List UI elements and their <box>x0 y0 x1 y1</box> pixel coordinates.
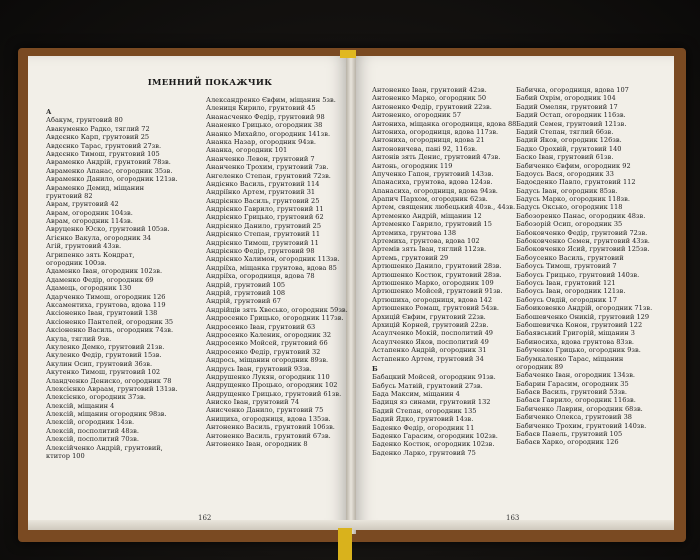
index-entry: Антоновичева, пані 92, 116зв. <box>372 144 478 153</box>
index-entry: Агієнко Вакула, огородник 34 <box>46 233 151 242</box>
index-entry: Андросенко Каленик, огородник 32 <box>206 330 332 339</box>
index-entry: Аврам, огородник 114зв. <box>46 217 133 226</box>
index-entry: Аксіоненко Пантелей, огородник 35 <box>46 317 174 326</box>
index-entry: Бабоковченко Ясий, грунтовий 125зв. <box>516 245 650 254</box>
index-entry: Апанасиха, грунтова, вдова 124зв. <box>372 178 493 187</box>
index-entry: Аксіоненко Василь, огородник 74зв. <box>46 326 174 335</box>
index-entry: Андрієнко Халимон, огородник 113зв. <box>206 255 340 264</box>
bookmark-ribbon <box>338 528 352 560</box>
index-entry: Баско Іван, грунтовий 61зв. <box>516 153 614 162</box>
index-entry: Бадоусь Вася, огородник 33 <box>516 169 614 178</box>
index-entry: Андрущенко Процько, огородник 102 <box>206 381 338 390</box>
index-entry: Андрусь Іван, грунтовий 93зв. <box>206 364 312 373</box>
index-entry: Астапенко Андрій, огородник 31 <box>372 346 487 355</box>
index-entry: Бадиця яз синами, грунтовий 132 <box>372 398 491 407</box>
index-entry: Артемь, грунтовий 29 <box>372 253 449 262</box>
index-entry: Агій, грунтовий 43зв. <box>46 242 122 251</box>
index-entry: Бабусь Матвій, грунтовий 27зв. <box>372 381 483 390</box>
index-entry: Адарченко Тимош, огородник 126 <box>46 292 166 301</box>
index-entry: Астапенко Артем, грунтовий 34 <box>372 354 484 363</box>
index-letter-heading: А <box>46 108 52 116</box>
index-entry: Бабиносиха, вдова грунтова 83зв. <box>516 337 635 346</box>
index-entry: Андросенко Грицько, огородник 117зв. <box>206 314 344 323</box>
index-entry: Бадий Яков, огородник 126зв. <box>516 136 622 145</box>
left-column-2 <box>206 96 348 448</box>
index-letter-heading: Б <box>372 364 378 373</box>
index-entry: Бабиченко Лаврин, огородник 68зв. <box>516 404 643 413</box>
index-entry: Андрієнко Грицько, грунтовий 62 <box>206 213 324 222</box>
index-entry: Ангеленко Степан, грунтовий 72зв. <box>206 171 331 180</box>
index-entry: Бабозоренко Панас, огородник 48зв. <box>516 211 646 220</box>
index-entry: Андрось, міщанин огородник 89зв. <box>206 356 329 365</box>
index-entry: Антоненко Василь, грунтовий 106зв. <box>206 423 335 432</box>
index-entry: Бабозорій Осип, огородник 35 <box>516 220 623 229</box>
index-entry: Артемиха, грунтова, вдова 102 <box>372 237 480 246</box>
left-page-number: 162 <box>198 514 212 522</box>
index-entry: Антониха, огородниця, вдова 117зв. <box>372 127 499 136</box>
index-entry: Андрущенко Грицько, грунтовий 61зв. <box>206 389 342 398</box>
index-entry: Адаменко Іван, огородник 102зв. <box>46 267 163 276</box>
index-entry: Артеменко Гаврило, грунтовий 15 <box>372 220 492 229</box>
index-entry: Бада Максим, міщанин 4 <box>372 390 460 399</box>
right-column-1 <box>372 86 516 457</box>
index-entry: Алексій, посполитий 48зв. <box>46 426 139 435</box>
index-entry: Бабаченко Іван, огородник 134зв. <box>516 371 635 380</box>
index-entry: грунтовий 82 <box>46 191 93 200</box>
index-entry: Артюшенко Костюк, грунтовий 28зв. <box>372 270 502 279</box>
index-entry: Ананасченко Федір, грунтовий 98 <box>206 112 325 121</box>
index-entry: Баденко Ларко, грунтовий 75 <box>372 448 476 457</box>
index-entry: Андрієнко Тимош, грунтовий 11 <box>206 238 319 247</box>
index-entry: Алексій, огородник 14зв. <box>46 418 135 427</box>
index-entry: Аврам, огородник 104зв. <box>46 208 133 217</box>
index-entry: Бабаявський Григорій, міщанин 3 <box>516 329 635 338</box>
index-entry: Бабацкий Мойсей, огородник 91зв. <box>372 373 496 382</box>
index-entry: Асаулченко Мокій, посполитий 49 <box>372 329 493 338</box>
index-entry: Артюшенко Мойсей, грунтовий 91зв. <box>372 287 503 296</box>
index-entry: Андросенко Мойсей, грунтовий 66 <box>206 339 328 348</box>
index-entry: Бадоєденко Павло, грунтовий 112 <box>516 178 636 187</box>
index-entry: Баденко Гарасим, огородник 102зв. <box>372 432 498 441</box>
index-entry: Андрієнко Василь, грунтовий 25 <box>206 196 320 205</box>
index-entry: Бадусь Оксько, огородник 118 <box>516 203 623 212</box>
index-entry: Аврам, грунтовий 42 <box>46 200 119 209</box>
index-entry: Баденко Костюк, огородник 102зв. <box>372 440 495 449</box>
index-entry: Антоненко Марко, огородник 50 <box>372 94 487 103</box>
index-entry: Алексій, міщанин 4 <box>46 401 115 410</box>
index-entry: Алексійченко Андрій, грунтовий, <box>46 443 163 452</box>
index-entry: Антоненко Іван, огородник 8 <box>206 440 308 449</box>
index-entry: Андрієнко Данило, грунтовий 25 <box>206 221 322 230</box>
index-entry: Бадий Степан, огородник 135 <box>372 406 477 415</box>
index-entry: Арапич Пархом, огородник 62зв. <box>372 195 488 204</box>
index-entry: Артюшенко Данило, грунтовий 28зв. <box>372 262 502 271</box>
index-entry: Антоненко Федір, грунтовий 22зв. <box>372 102 492 111</box>
index-entry: Акулин Осип, грунтовий 36зв. <box>46 359 153 368</box>
index-entry: Аксіоненко Іван, грунтовий 138 <box>46 309 158 318</box>
index-entry: Авраменко Андрій, грунтовий 78зв. <box>46 158 171 167</box>
index-entry: Андрушенко Лукян, огородник 110 <box>206 372 330 381</box>
index-entry: Алексієнко Авраам, грунтовий 131зв. <box>46 384 178 393</box>
index-entry: Бадий Остап, огородник 116зв. <box>516 111 626 120</box>
index-entry: Бабоусенко Василь, грунтовий <box>516 253 624 262</box>
index-entry: Аксаментиха, грунтова, вдова 119 <box>46 300 166 309</box>
index-entry: Акутенко Тимош, грунтовий 102 <box>46 368 161 377</box>
index-entry: Авраменко Апанас, огородник 35зв. <box>46 166 173 175</box>
index-title: ІМЕННИЙ ПОКАЖЧИК <box>147 78 273 88</box>
left-column-1 <box>46 106 178 460</box>
index-entry: Бабаєв Павель, грунтовий 105 <box>516 430 623 439</box>
index-entry: Антонь, огородник 119 <box>372 161 453 170</box>
index-entry: Бабарин Гарасим, огородник 35 <box>516 379 629 388</box>
index-entry: Андрій, грунтовий 105 <box>206 280 286 289</box>
index-entry: Апанасиха, огородниця, вдова 94зв. <box>372 186 498 195</box>
index-entry: Алексій, посполитий 70зв. <box>46 435 139 444</box>
index-entry: Артеменко Андрій, міщанин 12 <box>372 211 482 220</box>
index-entry: Авакуменко Радко, тяглий 72 <box>46 124 150 133</box>
index-entry: Ананко Михайло, огородник 141зв. <box>206 129 331 138</box>
index-entry: Бадко Орохвій, грунтовий 140 <box>516 144 622 153</box>
index-entry: Андросенко Федір, грунтовий 32 <box>206 347 321 356</box>
index-entry: Антониха, міщанка огородниця, вдова 88 <box>372 119 517 128</box>
index-entry: Андрієнко Федір, грунтовий 98 <box>206 247 315 256</box>
index-entry: Андросенко Іван, грунтовий 63 <box>206 322 316 331</box>
index-entry: Ананенко Грицько, огородник 38 <box>206 121 323 130</box>
index-entry: Ананка, огородник 101 <box>206 146 288 155</box>
right-page-number: 163 <box>506 514 520 522</box>
index-entry: Александренко Євфим, міщанин 5зв. <box>206 96 336 104</box>
index-entry: Артюшенко Марко, огородник 109 <box>372 278 494 287</box>
index-entry: Бабошевичка Конон, грунтовий 122 <box>516 320 643 329</box>
index-entry: Бабий Охрім, огородник 104 <box>516 94 616 103</box>
index-entry: Бабиченко Євфим, огородник 92 <box>516 161 631 170</box>
index-entry: Архицій Євфим, грунтовий 22зв. <box>372 312 486 321</box>
index-entry: Бабиченко Олекса, грунтовий 38 <box>516 413 632 422</box>
index-entry: Авруценко Юско, грунтовий 105зв. <box>46 225 170 234</box>
index-entry: Артем, священик любецький 40зв., 44зв. <box>372 203 516 212</box>
index-entry: Антоненко Василь, грунтовий 67зв. <box>206 431 331 440</box>
index-entry: Андріїнко Артем, грунтовий 31 <box>206 188 316 197</box>
index-entry: Акуленко Демко, грунтовий 21зв. <box>46 342 165 351</box>
index-entry: Асаулченко Яков, посполитий 49 <box>372 337 489 346</box>
index-entry: Авраменко Демид, міщанин <box>46 183 144 192</box>
index-entry: Авдєєнко Тимош, грунтовий 105 <box>46 149 160 158</box>
right-column-2 <box>516 86 652 447</box>
index-entry: Артемиха, грунтова 138 <box>372 228 457 237</box>
index-entry: Бабаєв Василь, грунтовий 53зв. <box>516 388 627 397</box>
index-entry: Бабоусь Іван, грунтовий 121 <box>516 278 616 287</box>
index-entry: Абакум, грунтовий 80 <box>46 116 123 125</box>
index-entry: Бабошевченко Оникій, грунтовий 129 <box>516 312 650 321</box>
index-entry: Бадий Ядко, грунтовий 14зв. <box>372 415 474 424</box>
index-entry: Ананченко Трохим, грунтовий 7зв. <box>206 163 329 172</box>
index-entry: Бабумкаленко Тарас, міщанин <box>516 354 624 363</box>
index-entry: Артемів зять Іван, тяглий 112зв. <box>372 245 487 254</box>
index-entry: Бабоиковенко Андрій, огородник 71зв. <box>516 304 653 313</box>
index-entry: Аниско Іван, грунтовий 74 <box>206 398 300 407</box>
index-entry: Апученко Гапон, грунтовий 143зв. <box>372 169 494 178</box>
index-entry: Андрій, грунтовий 108 <box>206 288 286 297</box>
index-entry: Андрієнко Степан, грунтовий 11 <box>206 230 321 239</box>
index-entry: Бадий Семен, грунтовий 121зв. <box>516 119 627 128</box>
index-entry: Авраменко Данило, огородник 121зв. <box>46 175 178 184</box>
index-entry: Алексій, міщанин огородник 98зв. <box>46 410 167 419</box>
index-entry: Бабоусь Овдій, огородник 17 <box>516 295 617 304</box>
index-entry: Адамець, огородник 130 <box>46 284 132 293</box>
index-entry: Антоненко, огородник 57 <box>372 111 462 120</box>
index-entry: Адаменко Федір, огородник 69 <box>46 275 154 284</box>
index-entry: Анищиха, огородниця, вдова 135зв. <box>206 414 331 423</box>
index-entry: Акула, тяглий 9зв. <box>46 334 112 343</box>
index-entry: Бабаєв Гаврило, огородник 116зв. <box>516 396 636 405</box>
index-entry: Бабоусь Іван, огородник 121зв. <box>516 287 626 296</box>
index-entry: Андріїха, міщанка грунтова, вдова 85 <box>206 263 337 272</box>
index-entry: Аландченко Дениско, огородник 78 <box>46 376 172 385</box>
index-entry: Андрійців зять Хвесько, огородник 59зв. <box>206 305 348 314</box>
index-entry: Антоненко Іван, грунтовий 42зв. <box>372 86 487 94</box>
index-entry: Антониха, огородниця, вдова 21 <box>372 136 485 145</box>
index-entry: Авдєєнко Карп, грунтовий 25 <box>46 133 150 142</box>
index-entry: Бабаєв Харко, огородник 126 <box>516 438 619 447</box>
bookmark-ribbon-top <box>340 50 356 58</box>
index-entry: Авдєєнко Тарас, грунтовий 27зв. <box>46 141 162 150</box>
index-entry: Бабученко Грицько, огородник 9зв. <box>516 346 641 355</box>
index-entry: Артюшиха, огородниця, вдова 142 <box>372 295 493 304</box>
index-entry: Артюшенко Ромащ, грунтовий 54зв. <box>372 304 499 313</box>
index-entry: Андієнко Василь, грунтовий 114 <box>206 179 320 188</box>
index-entry: Алениця Кирило, грунтовий 45 <box>206 104 316 113</box>
index-entry: Андріїха, огородниця, вдова 78 <box>206 272 315 281</box>
index-entry: Бадусь Марко, огородник 118зв. <box>516 195 630 204</box>
index-entry: Ананченко Левон, грунтовий 7 <box>206 154 315 163</box>
index-entry: Бабоковченко Семен, грунтовий 43зв. <box>516 237 650 246</box>
index-entry: Антонів зять Денис, грунтовий 47зв. <box>372 153 501 162</box>
index-entry: Бабиченко Трохим, грунтовий 140зв. <box>516 421 647 430</box>
index-entry: Акуленко Федір, грунтовий 15зв. <box>46 351 162 360</box>
index-entry: Андрій, грунтовий 67 <box>206 297 281 306</box>
index-entry: Агрипенко зять Кондрат, <box>46 250 135 259</box>
index-entry: огородник 100зв. <box>46 259 107 268</box>
index-entry: Бабоусь Грицько, грунтовий 140зв. <box>516 270 640 279</box>
index-entry: Бадусь Іван, огородник 85зв. <box>516 186 618 195</box>
index-entry: Ананка Назар, огородник 94зв. <box>206 137 316 146</box>
index-entry: огородник 89 <box>516 362 564 371</box>
index-entry: Бабоусь Тимош, грунтовий 7 <box>516 262 617 271</box>
index-entry: ктитор 100 <box>46 452 85 461</box>
index-entry: Баденко Федір, огородник 11 <box>372 423 475 432</box>
index-entry: Андрієнко Гаврило, грунтовий 11 <box>206 205 324 214</box>
index-entry: Архицій Корней, грунтовий 22зв. <box>372 320 489 329</box>
index-entry: Анисченко Данило, грунтовий 75 <box>206 406 324 415</box>
index-entry: Бадий Степан, тяглий 66зв. <box>516 127 614 136</box>
index-entry: Бабоковченко Федір, грунтовий 72зв. <box>516 228 648 237</box>
index-entry: Бадий Омелян, грунтовий 17 <box>516 102 618 111</box>
index-entry: Алексієнко, огородник 37зв. <box>46 393 146 402</box>
index-entry: Бабичка, огородниця, вдова 107 <box>516 86 629 94</box>
